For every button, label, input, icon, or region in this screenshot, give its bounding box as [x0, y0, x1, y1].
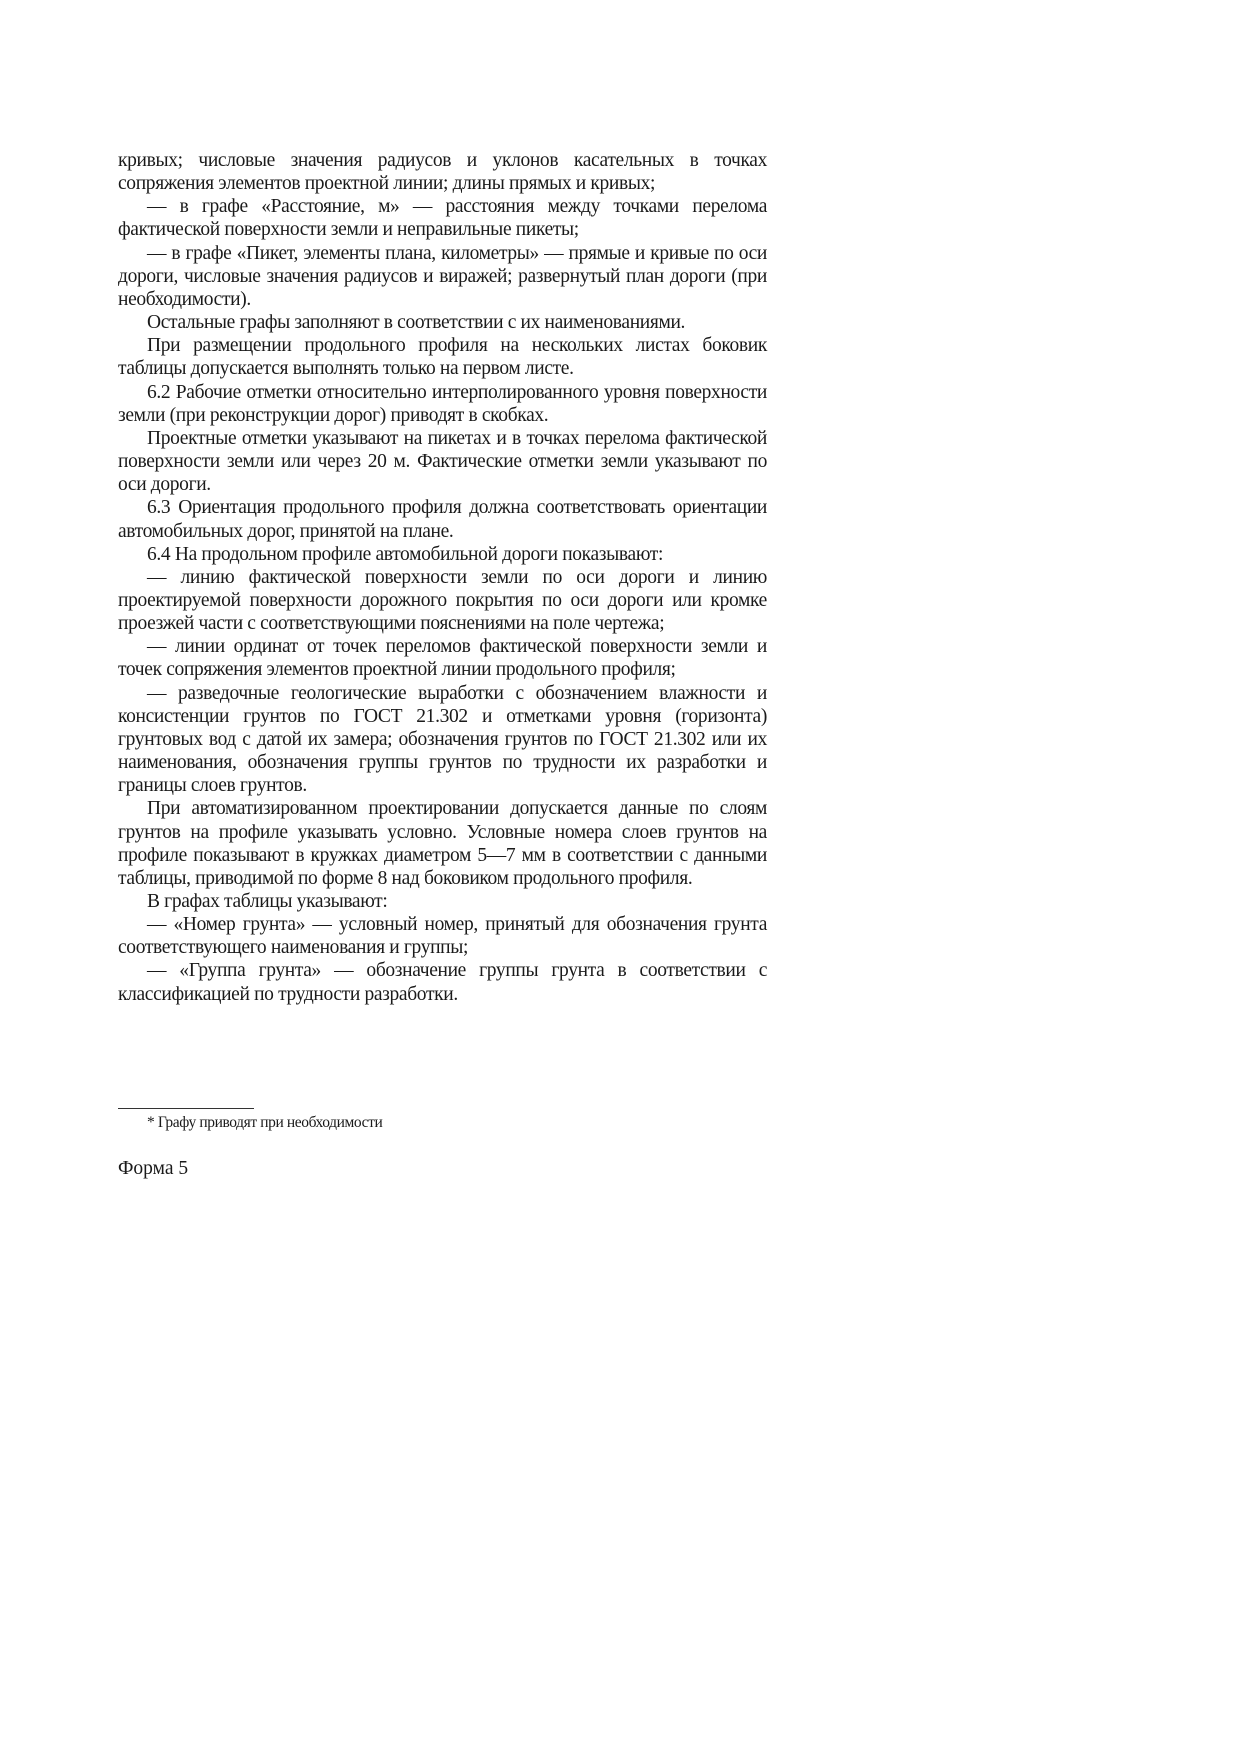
paragraph: Остальные графы заполняют в соответствии с их наименованиями. — [147, 312, 686, 334]
paragraph: — разведочные геологические выработки с обозначением влажности и консистенции грунтов по ГОСТ 21.302 и отметками уровня (горизонта) грунтовых вод с датой их замера; обозначения грунтов по ГОСТ 21.302 или их наименования, обозначения группы грунтов по трудности их разработки и границы слоев грунтов. — [118, 682, 767, 797]
paragraph: — «Группа грунта» — обозначение группы грунта в соответствии с классификацией по трудности разработки. — [118, 960, 767, 1005]
paragraph: При автоматизированном проектировании допускается данные по слоям грунтов на профиле указывать условно. Условные номера слоев грунтов на профиле показывают в кружках диаметром 5—7 мм в соответствии с данными таблицы, приводимой по форме 8 над боковиком продольного профиля. — [118, 798, 767, 889]
footnote: * Графу приводят при необходимости — [147, 1114, 383, 1131]
paragraph: — «Номер грунта» — условный номер, принятый для обозначения грунта соответствующего наименования и группы; — [118, 914, 767, 959]
paragraph: 6.4 На продольном профиле автомобильной дороги показывают: — [147, 543, 664, 565]
paragraph: — в графе «Пикет, элементы плана, километры» — прямые и кривые по оси дороги, числовые значения радиусов и виражей; развернутый план дороги (при необходимости). — [118, 242, 767, 310]
form-label: Форма 5 — [118, 1158, 189, 1179]
paragraph: — в графе «Расстояние, м» — расстояния между точками перелома фактической поверхности земли и неправильные пикеты; — [118, 196, 767, 241]
paragraph: В графах таблицы указывают: — [147, 891, 388, 912]
paragraph: При размещении продольного профиля на нескольких листах боковик таблицы допускается выполнять только на первом листе. — [118, 335, 767, 380]
paragraph: кривых; числовые значения радиусов и уклонов касательных в точках сопряжения элементов проектной линии; длины прямых и кривых; — [118, 150, 767, 195]
paragraph: 6.2 Рабочие отметки относительно интерполированного уровня поверхности земли (при реконструкции дорог) приводят в скобках. — [118, 381, 767, 426]
document-body — [118, 149, 767, 1006]
paragraph: 6.3 Ориентация продольного профиля должна соответствовать ориентации автомобильных дорог, принятой на плане. — [118, 497, 767, 542]
footnote-separator — [118, 1108, 254, 1109]
paragraph: Проектные отметки указывают на пикетах и в точках перелома фактической поверхности земли или через 20 м. Фактические отметки земли указывают по оси дороги. — [118, 427, 767, 496]
paragraph: — линию фактической поверхности земли по оси дороги и линию проектируемой поверхности дорожного покрытия по оси дороги или кромке проезжей части с соответствующими пояснениями на поле чертежа; — [118, 566, 767, 635]
paragraph: — линии ординат от точек переломов фактической поверхности земли и точек сопряжения элементов проектной линии продольного профиля; — [118, 636, 767, 681]
